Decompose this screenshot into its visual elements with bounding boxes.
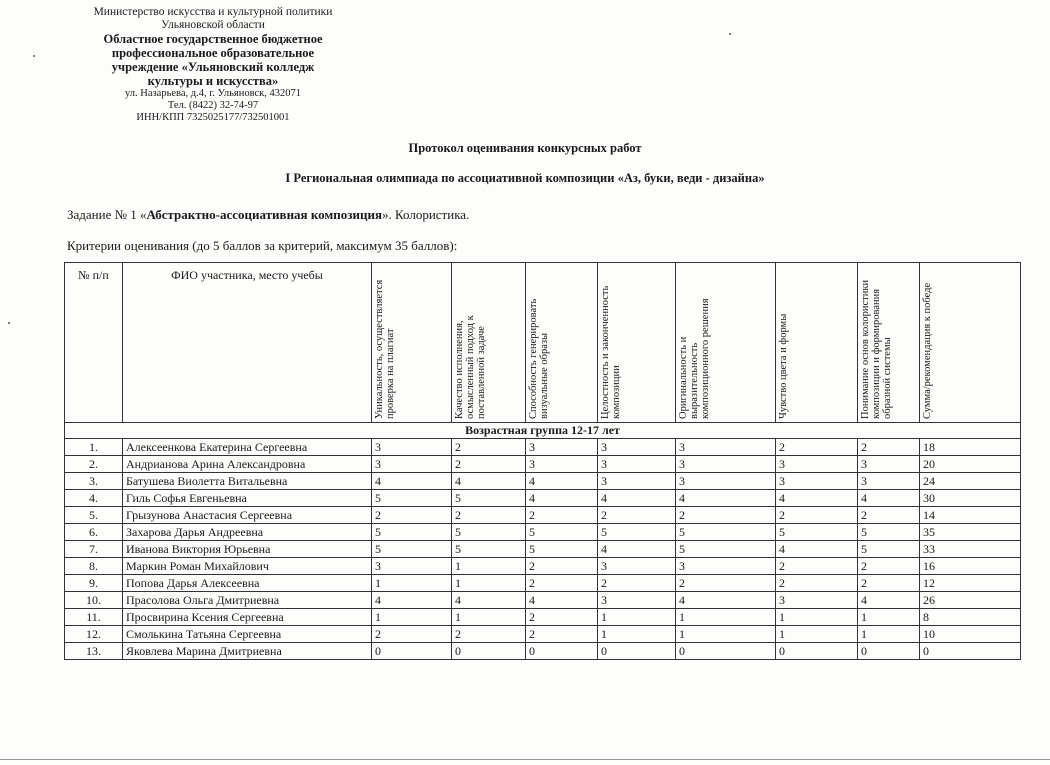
task-suffix: ». Колористика. — [381, 207, 470, 222]
total-score: 18 — [920, 439, 1021, 456]
criterion-score: 4 — [858, 592, 920, 609]
criterion-score: 3 — [676, 439, 776, 456]
row-number: 13. — [65, 643, 123, 660]
header-criterion — [598, 263, 676, 423]
criterion-score: 2 — [776, 575, 858, 592]
criterion-score: 0 — [526, 643, 598, 660]
criterion-score: 4 — [598, 541, 676, 558]
total-score: 26 — [920, 592, 1021, 609]
criterion-score: 3 — [598, 456, 676, 473]
criterion-score: 1 — [676, 626, 776, 643]
criterion-score: 4 — [372, 592, 452, 609]
participant-name: Попова Дарья Алексеевна — [123, 575, 372, 592]
criterion-score: 5 — [858, 541, 920, 558]
criterion-score: 1 — [676, 609, 776, 626]
scan-speck — [729, 33, 731, 35]
total-score: 33 — [920, 541, 1021, 558]
header-criterion — [858, 263, 920, 423]
criterion-score: 2 — [776, 558, 858, 575]
scores-table — [64, 262, 1021, 660]
criterion-score: 4 — [676, 592, 776, 609]
ministry-region-line: Ульяновской области — [161, 19, 265, 31]
criterion-score: 3 — [776, 592, 858, 609]
criterion-score: 1 — [776, 626, 858, 643]
criterion-score: 2 — [452, 439, 526, 456]
total-score: 8 — [920, 609, 1021, 626]
criterion-score: 1 — [598, 626, 676, 643]
header-number: № п/п — [65, 263, 123, 423]
criterion-score: 1 — [452, 575, 526, 592]
participant-name: Иванова Виктория Юрьевна — [123, 541, 372, 558]
participant-name: Батушева Виолетта Витальевна — [123, 473, 372, 490]
age-group-label: Возрастная группа 12-17 лет — [65, 423, 1021, 439]
participant-name: Захарова Дарья Андреевна — [123, 524, 372, 541]
criterion-score: 2 — [598, 507, 676, 524]
criterion-score: 0 — [858, 643, 920, 660]
criterion-label: Понимание основ колористики композиции и формирования образной системы — [860, 279, 893, 419]
total-score: 0 — [920, 643, 1021, 660]
task-name: Абстрактно-ассоциативная композиция — [146, 207, 382, 222]
criterion-score: 2 — [526, 626, 598, 643]
criterion-score: 2 — [858, 439, 920, 456]
criterion-score: 2 — [526, 558, 598, 575]
row-number: 10. — [65, 592, 123, 609]
criterion-score: 2 — [676, 575, 776, 592]
criterion-score: 0 — [776, 643, 858, 660]
total-score: 20 — [920, 456, 1021, 473]
phone-line: Тел. (8422) 32-74-97 — [167, 100, 259, 111]
criterion-score: 1 — [858, 609, 920, 626]
criterion-score: 2 — [452, 507, 526, 524]
criterion-label: Целостность и законченность композиции — [600, 285, 622, 419]
table-row — [65, 490, 1021, 507]
table-row — [65, 558, 1021, 575]
scan-speck — [33, 55, 35, 57]
participant-name: Алексеенкова Екатерина Сергеевна — [123, 439, 372, 456]
criterion-label: Чувство цвета и формы — [778, 313, 789, 419]
participant-name: Смолькина Татьяна Сергеевна — [123, 626, 372, 643]
address-line: ул. Назарьева, д.4, г. Ульяновск, 432071 — [125, 88, 301, 99]
total-score: 16 — [920, 558, 1021, 575]
criterion-score: 3 — [526, 456, 598, 473]
criterion-score: 5 — [452, 490, 526, 507]
age-group-row — [65, 423, 1021, 439]
participant-name: Грызунова Анастасия Сергеевна — [123, 507, 372, 524]
criterion-score: 0 — [676, 643, 776, 660]
table-row — [65, 592, 1021, 609]
table-row — [65, 507, 1021, 524]
criterion-score: 4 — [676, 490, 776, 507]
criterion-score: 2 — [858, 507, 920, 524]
row-number: 9. — [65, 575, 123, 592]
criterion-score: 4 — [526, 473, 598, 490]
header-participant: ФИО участника, место учебы — [123, 263, 372, 423]
criterion-score: 2 — [452, 626, 526, 643]
table-row — [65, 473, 1021, 490]
criterion-score: 4 — [858, 490, 920, 507]
scan-speck — [8, 322, 10, 324]
table-row — [65, 643, 1021, 660]
olympiad-subtitle: I Региональная олимпиада по ассоциативной композиции «Аз, буки, веди - дизайна» — [285, 171, 765, 185]
table-header-row — [65, 263, 1021, 423]
table-row — [65, 456, 1021, 473]
criterion-score: 5 — [776, 524, 858, 541]
organization-line: профессиональное образовательное — [111, 46, 315, 60]
criterion-score: 2 — [372, 507, 452, 524]
inn-line: ИНН/КПП 7325025177/732501001 — [136, 112, 290, 123]
criterion-score: 3 — [858, 456, 920, 473]
header-criterion — [452, 263, 526, 423]
letterhead — [58, 6, 368, 124]
criterion-score: 5 — [372, 541, 452, 558]
criterion-score: 5 — [676, 524, 776, 541]
criterion-score: 5 — [598, 524, 676, 541]
total-score: 10 — [920, 626, 1021, 643]
organization-line: культуры и искусства» — [147, 74, 279, 88]
participant-name: Прасолова Ольга Дмитриевна — [123, 592, 372, 609]
criterion-score: 4 — [526, 490, 598, 507]
header-criterion — [526, 263, 598, 423]
total-score: 14 — [920, 507, 1021, 524]
header-criterion — [776, 263, 858, 423]
criterion-score: 3 — [676, 456, 776, 473]
criterion-label: Уникальность, осуществляется проверка на плагиат — [374, 279, 396, 419]
criterion-score: 3 — [598, 558, 676, 575]
row-number: 3. — [65, 473, 123, 490]
criterion-score: 3 — [526, 439, 598, 456]
row-number: 8. — [65, 558, 123, 575]
criterion-score: 2 — [598, 575, 676, 592]
criterion-score: 1 — [372, 609, 452, 626]
criterion-score: 3 — [372, 456, 452, 473]
criterion-label: Способность генерировать визуальные образы — [528, 298, 550, 419]
criterion-score: 1 — [858, 626, 920, 643]
ministry-line: Министерство искусства и культурной политики — [93, 6, 333, 18]
criterion-score: 3 — [598, 439, 676, 456]
criterion-score: 4 — [526, 592, 598, 609]
total-label: Сумма/рекомендация к победе — [922, 282, 933, 419]
criterion-score: 4 — [372, 473, 452, 490]
task-line — [67, 207, 469, 223]
criterion-score: 4 — [776, 490, 858, 507]
protocol-title: Протокол оценивания конкурсных работ — [408, 141, 642, 155]
row-number: 7. — [65, 541, 123, 558]
organization-line: учреждение «Ульяновский колледж — [111, 60, 315, 74]
criterion-score: 3 — [776, 473, 858, 490]
table-row — [65, 626, 1021, 643]
participant-name: Андрианова Арина Александровна — [123, 456, 372, 473]
criterion-score: 5 — [372, 524, 452, 541]
criterion-score: 2 — [776, 507, 858, 524]
criterion-score: 0 — [372, 643, 452, 660]
header-criterion — [372, 263, 452, 423]
criterion-score: 0 — [598, 643, 676, 660]
criterion-score: 2 — [676, 507, 776, 524]
criterion-score: 5 — [526, 524, 598, 541]
criterion-score: 5 — [858, 524, 920, 541]
table-row — [65, 524, 1021, 541]
criteria-note: Критерии оценивания (до 5 баллов за критерий, максимум 35 баллов): — [67, 238, 458, 253]
table-row — [65, 609, 1021, 626]
criterion-score: 2 — [776, 439, 858, 456]
total-score: 24 — [920, 473, 1021, 490]
criterion-score: 0 — [452, 643, 526, 660]
criterion-score: 4 — [776, 541, 858, 558]
participant-name: Просвирина Ксения Сергеевна — [123, 609, 372, 626]
table-row — [65, 439, 1021, 456]
participant-name: Яковлева Марина Дмитриевна — [123, 643, 372, 660]
criterion-score: 3 — [776, 456, 858, 473]
organization-line: Областное государственное бюджетное — [103, 32, 323, 46]
criterion-score: 1 — [776, 609, 858, 626]
criterion-score: 4 — [452, 473, 526, 490]
table-row — [65, 541, 1021, 558]
criterion-score: 1 — [452, 609, 526, 626]
criterion-score: 2 — [526, 575, 598, 592]
criterion-label: Оригинальность и выразительность композиционного решения — [678, 298, 711, 419]
total-score: 12 — [920, 575, 1021, 592]
criterion-score: 5 — [452, 524, 526, 541]
criterion-score: 3 — [676, 558, 776, 575]
table-row — [65, 575, 1021, 592]
row-number: 12. — [65, 626, 123, 643]
header-criterion — [676, 263, 776, 423]
header-total — [920, 263, 1021, 423]
criterion-score: 3 — [598, 473, 676, 490]
criterion-score: 3 — [598, 592, 676, 609]
criterion-score: 1 — [598, 609, 676, 626]
criterion-score: 3 — [858, 473, 920, 490]
page-edge-line — [0, 759, 1050, 760]
row-number: 6. — [65, 524, 123, 541]
criterion-score: 3 — [676, 473, 776, 490]
criterion-score: 2 — [858, 558, 920, 575]
criterion-score: 2 — [372, 626, 452, 643]
total-score: 35 — [920, 524, 1021, 541]
criterion-score: 2 — [526, 507, 598, 524]
criterion-label: Качество исполнения, осмысленный подход к поставленной задаче — [454, 315, 487, 419]
participant-name: Маркин Роман Михайлович — [123, 558, 372, 575]
criterion-score: 2 — [858, 575, 920, 592]
participant-name: Гиль Софья Евгеньевна — [123, 490, 372, 507]
criterion-score: 4 — [452, 592, 526, 609]
row-number: 11. — [65, 609, 123, 626]
row-number: 2. — [65, 456, 123, 473]
criterion-score: 3 — [372, 439, 452, 456]
criterion-score: 5 — [452, 541, 526, 558]
criterion-score: 5 — [676, 541, 776, 558]
criterion-score: 4 — [598, 490, 676, 507]
criterion-score: 3 — [372, 558, 452, 575]
criterion-score: 2 — [452, 456, 526, 473]
criterion-score: 5 — [372, 490, 452, 507]
criterion-score: 5 — [526, 541, 598, 558]
row-number: 4. — [65, 490, 123, 507]
criterion-score: 1 — [452, 558, 526, 575]
criterion-score: 1 — [372, 575, 452, 592]
criterion-score: 2 — [526, 609, 598, 626]
task-prefix: Задание № 1 « — [67, 207, 147, 222]
row-number: 1. — [65, 439, 123, 456]
row-number: 5. — [65, 507, 123, 524]
total-score: 30 — [920, 490, 1021, 507]
